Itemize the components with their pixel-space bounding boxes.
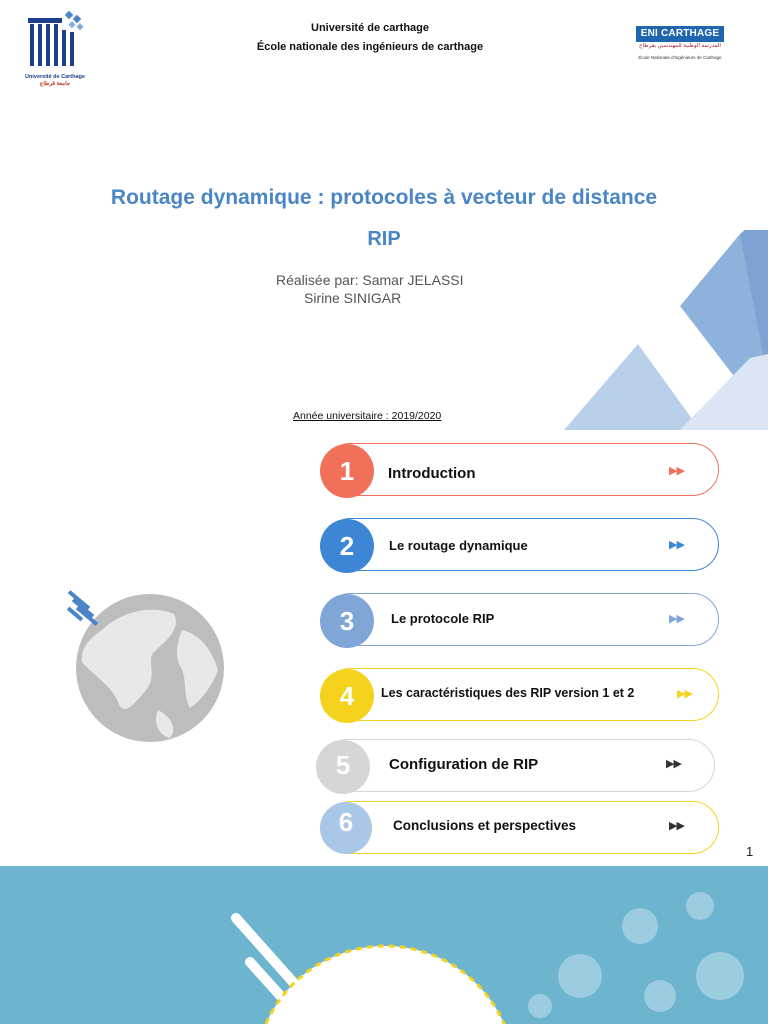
agenda-label-5: Configuration de RIP (389, 756, 539, 773)
presentation-title: Routage dynamique : protocoles à vecteur de distance (110, 186, 658, 209)
presentation-subtitle: RIP (367, 228, 401, 250)
agenda-badge-2: 2 (320, 519, 374, 573)
university-caption-ar: جامعة قرطاج (39, 81, 71, 87)
decorative-diamonds (540, 230, 768, 440)
agenda-item-3[interactable] (324, 593, 719, 646)
agenda-label-3: Le protocole RIP (391, 611, 495, 626)
bottom-banner-decoration (0, 866, 768, 1024)
bottom-banner (0, 866, 768, 1024)
university-logo-caption (18, 74, 92, 88)
agenda-badge-6: 6 (320, 802, 372, 854)
agenda-arrow-2: ▶▶ (669, 539, 684, 551)
university-name: Université de carthage (311, 22, 429, 34)
school-name: École nationale des ingénieurs de carthage (256, 41, 484, 53)
agenda-label-6: Conclusions et perspectives (393, 818, 577, 833)
page-number: 1 (746, 844, 754, 859)
agenda-badge-4: 4 (320, 669, 374, 723)
agenda-arrow-4: ▶▶ (677, 688, 692, 700)
agenda-badge-1: 1 (320, 444, 374, 498)
agenda-label-2: Le routage dynamique (389, 538, 528, 553)
enic-logo-french: École Nationale d'Ingénieurs de Carthage (638, 55, 722, 60)
academic-year: Année universitaire : 2019/2020 (293, 410, 442, 422)
agenda-arrow-6: ▶▶ (669, 820, 684, 832)
authors-line-1: Réalisée par: Samar JELASSI (276, 272, 464, 288)
agenda-label-4: Les caractéristiques des RIP version 1 et 2 (381, 686, 635, 700)
enic-logo: ENI CARTHAGE (636, 26, 724, 42)
agenda-arrow-1: ▶▶ (669, 465, 684, 477)
agenda-arrow-3: ▶▶ (669, 613, 684, 625)
agenda-badge-5: 5 (316, 740, 370, 794)
authors-line-2: Sirine SINIGAR (304, 290, 402, 306)
agenda-item-1[interactable] (324, 443, 719, 496)
agenda-label-1: Introduction (388, 465, 476, 482)
agenda-arrow-5: ▶▶ (666, 758, 681, 770)
enic-logo-arabic: المدرسة الوطنية للمهندسين بقرطاج (639, 43, 721, 49)
globe-illustration (62, 590, 230, 746)
university-caption-fr: Université de Carthage (25, 74, 85, 80)
agenda-badge-3: 3 (320, 594, 374, 648)
